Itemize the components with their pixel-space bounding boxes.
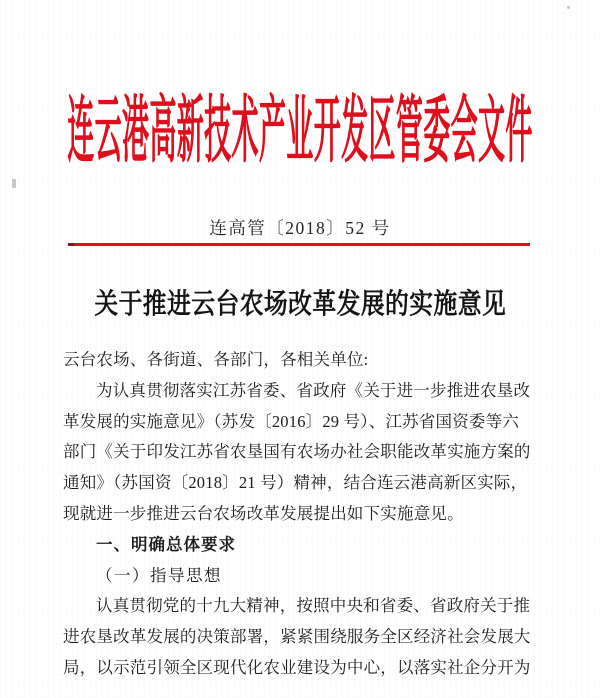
salutation-line: 云台农场、各街道、各部门，各相关单位: xyxy=(63,350,369,369)
body-line: 现就进一步推进云台农场改革发展提出如下实施意见。 xyxy=(63,503,464,523)
doc-number: 连高管〔2018〕52 号 xyxy=(209,218,391,238)
masthead-container xyxy=(0,90,600,171)
masthead-title: 连云港高新技术产业开发区管委会文件 xyxy=(67,90,533,171)
body-line: 通知》（苏国资〔2018〕21 号）精神，结合连云港高新区实际， xyxy=(63,473,528,493)
body-line: 局，以示范引领全区现代化农业建设为中心，以落实社企分开为 xyxy=(63,657,531,677)
scan-artifact-dot xyxy=(567,6,570,9)
body-line: 为认真贯彻落实江苏省委、省政府《关于进一步推进农垦改 xyxy=(96,380,531,400)
body-line: 革发展的实施意见》（苏发〔2016〕29 号）、江苏省国资委等六 xyxy=(63,411,520,431)
scan-artifact-speck xyxy=(12,179,16,188)
body-line: 部门《关于印发江苏省农垦国有农场办社会职能改革实施方案的 xyxy=(63,442,531,462)
body-line: 进农垦改革发展的决策部署，紧紧围绕服务全区经济社会发展大 xyxy=(63,627,531,647)
doc-title-container xyxy=(0,288,600,322)
red-divider-line xyxy=(68,243,530,246)
document-body xyxy=(63,345,541,684)
section-heading: 一、明确总体要求 xyxy=(96,535,236,554)
body-line: 认真贯彻党的十九大精神，按照中央和省委、省政府关于推 xyxy=(96,596,531,616)
sub-heading: （一）指导思想 xyxy=(96,565,222,585)
document-title: 关于推进云台农场改革发展的实施意见 xyxy=(94,289,506,320)
